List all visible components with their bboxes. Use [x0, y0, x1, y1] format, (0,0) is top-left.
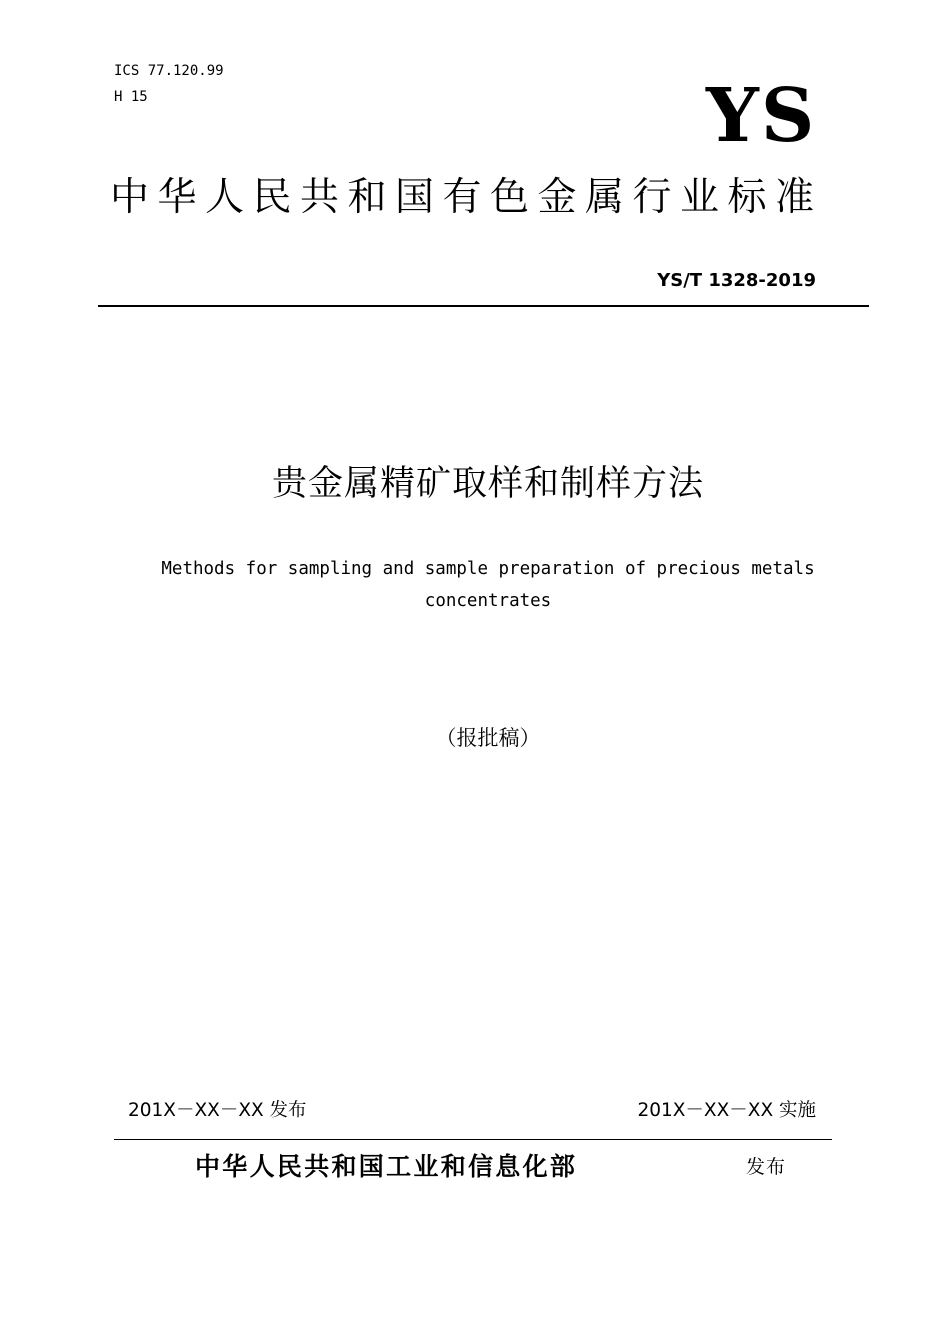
standard-number: YS/T 1328-2019 — [657, 270, 816, 291]
document-title-english — [130, 553, 846, 617]
header-divider — [98, 305, 869, 307]
classification-code: H 15 — [114, 89, 148, 105]
english-title-line-2: concentrates — [424, 591, 552, 611]
draft-status: （报批稿） — [435, 726, 541, 750]
standard-organization-title: 中华人民共和国有色金属行业标准 — [110, 175, 823, 220]
document-title-chinese: 贵金属精矿取样和制样方法 — [271, 464, 704, 504]
publisher-name: 中华人民共和国工业和信息化部 — [195, 1152, 578, 1181]
publisher-suffix: 发布 — [746, 1156, 787, 1178]
footer-divider — [114, 1139, 832, 1140]
ics-code: ICS 77.120.99 — [114, 63, 224, 79]
issue-date: 201X－XX－XX 发布 — [128, 1100, 307, 1121]
english-title-line-1: Methods for sampling and sample preparation of precious metals — [161, 559, 815, 579]
implementation-date: 201X－XX－XX 实施 — [637, 1100, 816, 1121]
ys-logo: YS — [706, 73, 817, 159]
